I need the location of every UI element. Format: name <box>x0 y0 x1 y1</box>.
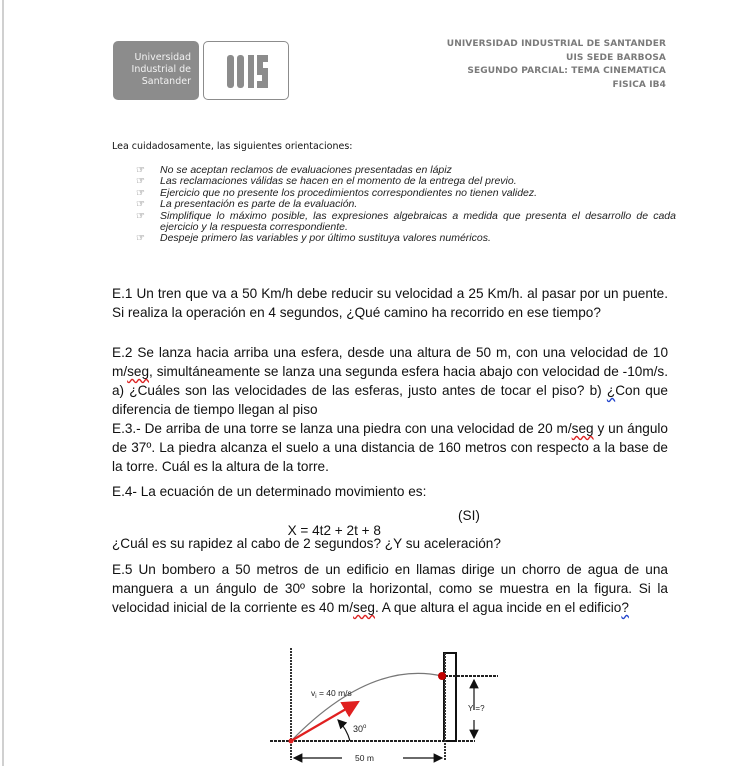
spelling-flag[interactable]: seg <box>127 364 150 379</box>
header-university: UNIVERSIDAD INDUSTRIAL DE SANTANDER <box>446 39 666 49</box>
impact-point <box>438 672 446 680</box>
instruction-item: ☞ Ejercicio que no presente los procedimientos correspondientes no tienen validez. <box>136 186 538 199</box>
logo-line: Industrial de <box>131 64 191 75</box>
exercise-2 <box>112 343 668 419</box>
spelling-flag[interactable]: seg <box>353 600 375 615</box>
university-name-logo <box>113 41 199 100</box>
header-campus: UIS SEDE BARBOSA <box>566 52 666 63</box>
exercise-2-text: , simultáneamente se lanza una segunda esfera hacia abajo con velocidad de -10m/s. a) ¿Cuáles son las velocidades de las esferas, justo antes de tocar el piso? b) <box>112 364 668 398</box>
instruction-item: ☞ Las reclamaciones válidas se hacen en el momento de la entrega del previo. <box>136 175 517 188</box>
instruction-item: ☞ Despeje primero las variables y por último sustituya valores numéricos. <box>136 232 491 245</box>
uis-logo-icon <box>203 41 289 100</box>
document-header <box>447 38 666 92</box>
instruction-item: ☞ Simplifique lo máximo posible, las expresiones algebraicas a medida que presenta el desarrollo de cada ejercicio y la respuesta correspondiente. <box>136 209 676 234</box>
instructions-intro: Lea cuidadosamente, las siguientes orientaciones: <box>112 141 353 152</box>
spelling-flag[interactable]: seg <box>571 421 594 436</box>
instruction-item: ☞ La presentación es parte de la evaluación. <box>136 198 358 211</box>
grammar-flag[interactable]: ¿ <box>606 383 616 398</box>
height-label: Y =? <box>468 704 485 713</box>
exercise-2-text: E.2 Se lanza hacia arriba una esfera, desde una altura de 50 m, con una velocidad de 10 m/ <box>112 345 668 379</box>
hand-pointing-icon: ☞ <box>136 176 145 188</box>
angle-label: 30$^o$ <box>353 724 367 734</box>
equation-text: X = 4t2 + 2t + 8 <box>287 523 381 538</box>
hand-pointing-icon: ☞ <box>136 210 145 222</box>
hand-pointing-icon: ☞ <box>136 187 145 199</box>
water-trajectory <box>291 673 442 741</box>
logo-line: Santander <box>141 76 191 87</box>
hand-pointing-icon: ☞ <box>136 233 145 245</box>
exercise-5 <box>112 560 668 617</box>
hand-pointing-icon: ☞ <box>136 165 145 176</box>
projectile-diagram <box>270 640 510 766</box>
exercise-5-text: E.5 Un bombero a 50 metros de un edificio en llamas dirige un chorro de agua de una manguera a un ángulo de 30º sobre la horizontal, como se muestra en la figura. Si la velocidad inicial de la corriente es 40 m/ <box>112 562 668 615</box>
exercise-4-intro: E.4- La ecuación de un determinado movimiento es: <box>112 484 427 499</box>
exercise-1: E.1 Un tren que va a 50 Km/h debe reducir su velocidad a 25 Km/h. al pasar por un puente. Si realiza la operación en 4 segundos, ¿Qué camino ha recorrido en ese tiempo? <box>112 286 668 320</box>
instructions-list <box>136 165 676 245</box>
header-course: FISICA IB4 <box>612 79 666 90</box>
exercise-5-text: . A que altura el agua incide en el edificio <box>374 600 622 615</box>
logo-line: Universidad <box>134 52 191 63</box>
equation-units: (SI) <box>458 508 480 523</box>
grammar-flag[interactable]: ? <box>621 600 629 615</box>
header-exam-title: SEGUNDO PARCIAL: TEMA CINEMATICA <box>467 66 666 76</box>
instruction-item: ☞ No se aceptan reclamos de evaluaciones presentadas en lápiz <box>136 164 452 176</box>
exercise-3-text: E.3.- De arriba de una torre se lanza una piedra con una velocidad de 20 m/ <box>112 421 572 436</box>
velocity-label: $v_i = 40$ m/s <box>311 688 352 700</box>
exercise-4-question: ¿Cuál es su rapidez al cabo de 2 segundos? ¿Y su aceleración? <box>112 536 501 551</box>
distance-label: 50 m <box>355 753 374 763</box>
exercise-3 <box>112 419 668 476</box>
hand-pointing-icon: ☞ <box>136 199 145 211</box>
exercise-3-text: y un ángulo de 37º. La piedra alcanza el suelo a una distancia de 160 metros con respecto a la base de la torre. Cuál es la altura de la torre. <box>112 421 668 474</box>
page-edge-rule <box>2 0 4 766</box>
angle-arc <box>338 720 350 741</box>
exercise-2-text: Con que diferencia de tiempo llegan al piso <box>112 383 668 417</box>
launch-point <box>289 739 294 744</box>
